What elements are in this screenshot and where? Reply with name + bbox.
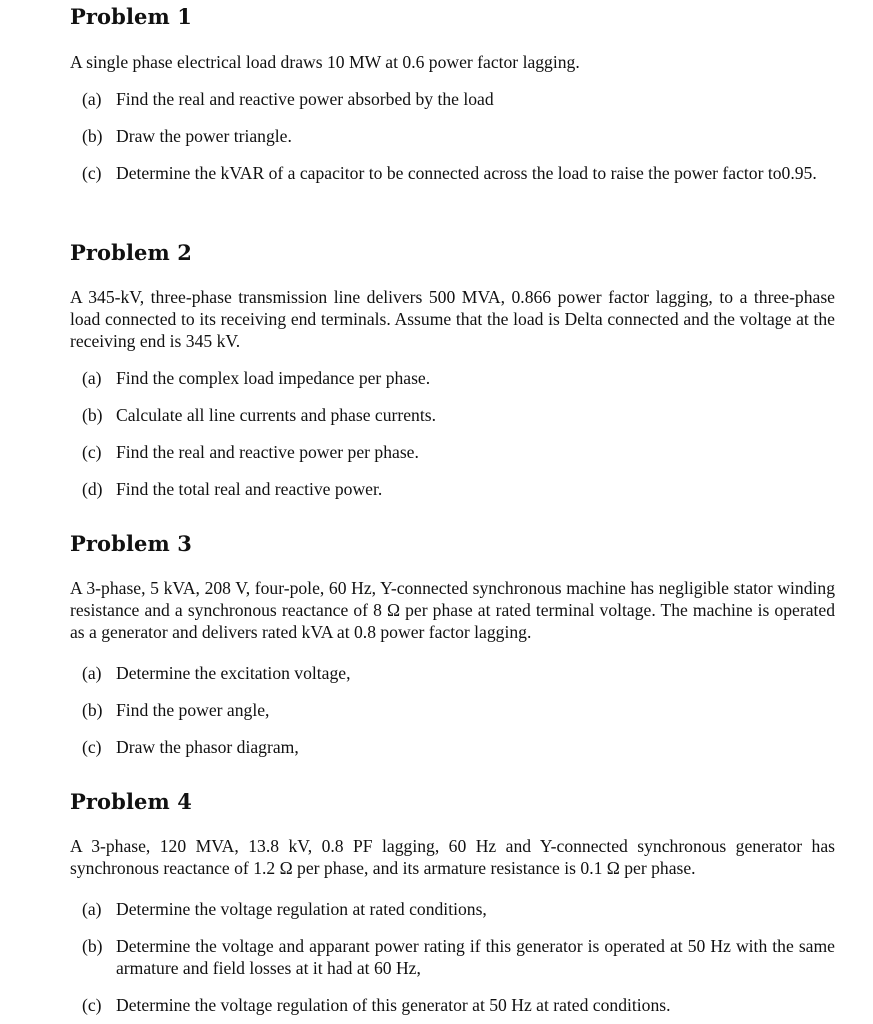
part-label: (b) (82, 700, 103, 720)
part-text: Determine the voltage regulation at rated conditions, (116, 899, 487, 919)
problem-part (70, 404, 835, 426)
problem-part (70, 125, 835, 147)
problem-2 (70, 240, 835, 500)
part-label: (b) (82, 405, 103, 425)
problem-3 (70, 531, 835, 758)
part-label: (a) (82, 899, 102, 919)
part-text: Find the complex load impedance per phase. (116, 368, 431, 388)
part-label: (a) (82, 663, 102, 683)
problem-part (70, 935, 835, 979)
problem-4 (70, 789, 835, 1016)
part-text: Calculate all line currents and phase currents. (116, 405, 436, 425)
problem-parts (70, 898, 835, 1016)
part-text: Find the real and reactive power per phase. (116, 442, 419, 462)
part-text: Draw the phasor diagram, (116, 737, 299, 757)
part-text: Draw the power triangle. (116, 126, 292, 146)
problem-parts (70, 88, 835, 184)
problem-part (70, 736, 835, 758)
problem-title: Problem 2 (70, 240, 192, 265)
part-text: Determine the voltage and apparant power rating if this generator is operated at 50 Hz with the same armature and field losses at it had at 60 Hz, (116, 936, 835, 978)
problem-part (70, 662, 835, 684)
problem-part (70, 994, 835, 1016)
part-text: Find the real and reactive power absorbed by the load (116, 89, 494, 109)
part-text: Find the power angle, (116, 700, 270, 720)
problem-part (70, 441, 835, 463)
part-label: (c) (82, 737, 102, 757)
part-text: Find the total real and reactive power. (116, 479, 383, 499)
part-label: (a) (82, 368, 102, 388)
part-label: (c) (82, 163, 102, 183)
problem-parts (70, 662, 835, 758)
part-text: Determine the excitation voltage, (116, 663, 351, 683)
problem-title: Problem 1 (70, 4, 192, 29)
problem-part (70, 88, 835, 110)
problem-1 (70, 4, 835, 184)
part-label: (d) (82, 479, 103, 499)
problem-parts (70, 367, 835, 500)
part-label: (b) (82, 126, 103, 146)
problem-title: Problem 3 (70, 531, 192, 556)
problem-part (70, 367, 835, 389)
problem-statement: A 3-phase, 120 MVA, 13.8 kV, 0.8 PF lagging, 60 Hz and Y-connected synchronous generator has synchronous reactance of 1.2 Ω per phase, and its armature resistance is 0.1 Ω per phase. (70, 836, 835, 878)
part-label: (c) (82, 995, 102, 1015)
problem-part (70, 699, 835, 721)
problem-statement: A 3-phase, 5 kVA, 208 V, four-pole, 60 Hz, Y-connected synchronous machine has negligible stator winding resistance and a synchronous reactance of 8 Ω per phase at rated terminal voltage. The machine is operated as a generator and delivers rated kVA at 0.8 power factor lagging. (70, 578, 835, 642)
problem-title: Problem 4 (70, 789, 192, 814)
problem-statement: A single phase electrical load draws 10 MW at 0.6 power factor lagging. (70, 52, 580, 72)
problem-part (70, 478, 835, 500)
problem-part (70, 898, 835, 920)
part-label: (b) (82, 936, 103, 956)
part-label: (a) (82, 89, 102, 109)
part-label: (c) (82, 442, 102, 462)
part-text: Determine the kVAR of a capacitor to be connected across the load to raise the power factor to0.95. (116, 163, 817, 183)
problem-part (70, 162, 835, 184)
problem-statement: A 345-kV, three-phase transmission line delivers 500 MVA, 0.866 power factor lagging, to a three-phase load connected to its receiving end terminals. Assume that the load is Delta connected and the voltage at the receiving end is 345 kV. (70, 287, 835, 351)
part-text: Determine the voltage regulation of this generator at 50 Hz at rated conditions. (116, 995, 671, 1015)
